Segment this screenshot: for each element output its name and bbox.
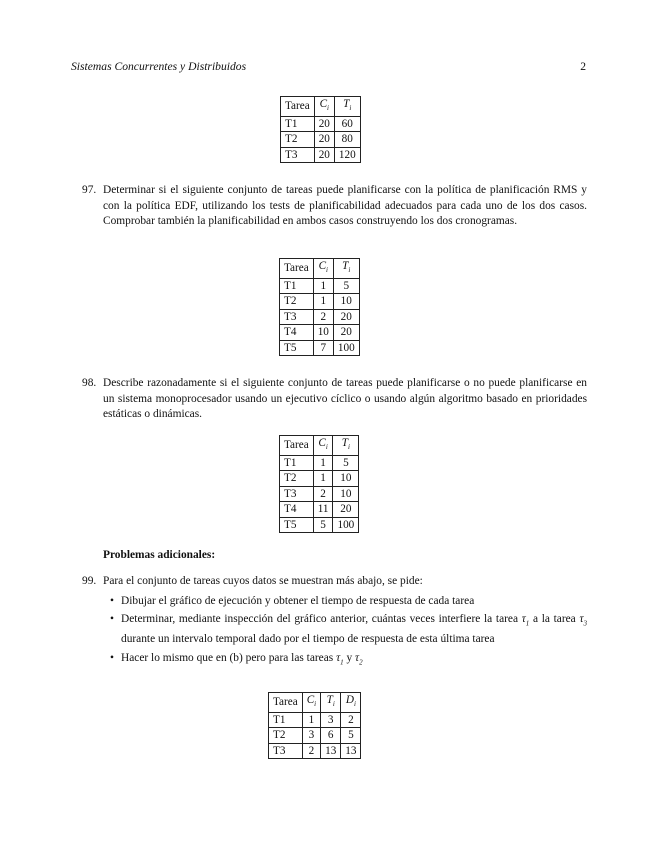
table-row: [280, 294, 360, 310]
tau-2-symbol: [355, 652, 363, 664]
tau-3-symbol: [579, 613, 588, 628]
cell-d: 13: [341, 743, 361, 759]
problem-99: [82, 574, 587, 674]
problem-98: [82, 376, 587, 423]
table-row: [280, 486, 359, 502]
cell-c: 2: [302, 743, 320, 759]
list-item: [108, 594, 587, 610]
problem-number: 97.: [82, 184, 97, 196]
bullet-text-a: Hacer lo mismo que en (b) pero para las tareas: [121, 651, 337, 664]
cell-c: 2: [313, 309, 333, 325]
table-row: [269, 728, 361, 744]
cell-d: 2: [341, 712, 361, 728]
tau-1-symbol: [336, 652, 344, 664]
cell-c: 10: [313, 325, 333, 341]
cell-task: T5: [280, 340, 314, 356]
tau-subscript: 3: [583, 619, 588, 628]
cell-task: T1: [280, 278, 314, 294]
subscript-i: i: [348, 443, 350, 452]
col-header-t: [333, 436, 359, 456]
task-table-1: [280, 96, 361, 163]
tau-subscript: 1: [525, 619, 530, 628]
cell-t: 20: [333, 309, 359, 325]
col-header-t-symbol: T: [342, 260, 349, 272]
task-table-4: [268, 692, 361, 759]
cell-d: 5: [341, 728, 361, 744]
cell-c: 1: [313, 455, 333, 471]
section-heading-additional: Problemas adicionales:: [103, 549, 216, 561]
tau-glyph: τ: [336, 651, 341, 664]
cell-t: 80: [334, 132, 360, 148]
cell-t: 10: [333, 471, 359, 487]
table-row: [280, 278, 360, 294]
list-item: [108, 612, 587, 647]
cell-c: 3: [302, 728, 320, 744]
cell-c: 2: [313, 486, 333, 502]
subscript-i: i: [325, 443, 328, 452]
cell-task: T3: [269, 743, 303, 759]
problem-number: 99.: [82, 575, 97, 587]
cell-task: T4: [280, 325, 314, 341]
cell-task: T2: [280, 294, 314, 310]
table-header-row: [280, 259, 360, 279]
cell-t: 5: [333, 278, 359, 294]
cell-c: 5: [313, 517, 333, 533]
col-header-c-symbol: C: [306, 694, 315, 706]
cell-t: 60: [334, 116, 360, 132]
problem-text: Determinar si el siguiente conjunto de tareas puede planificarse con la política de planificación RMS y con la política EDF, utilizando los tests de planificabilidad adecuados para cada uno de los dos casos. Comprobar también la planificabilidad en ambos casos construyendo los dos cronogramas.: [103, 184, 587, 228]
cell-task: T3: [281, 147, 315, 163]
cell-t: 5: [333, 455, 359, 471]
cell-task: T5: [280, 517, 314, 533]
bullet-text-c: durante un intervalo temporal dado por el tiempo de respuesta de esta última tarea: [121, 633, 495, 646]
cell-task: T2: [280, 471, 314, 487]
cell-t: 13: [321, 743, 341, 759]
tau-glyph: τ: [355, 651, 360, 664]
col-header-tarea: Tarea: [280, 259, 314, 279]
cell-t: 10: [333, 294, 359, 310]
col-header-c: [314, 97, 334, 117]
table-row: [280, 471, 359, 487]
problem-text: Describe razonadamente si el siguiente conjunto de tareas puede planificarse o no puede planificarse en un sistema monoprocesador usando un ejecutivo cíclico o usando algún algoritmo basado en prioridades estáticas o dinámicas.: [103, 377, 587, 421]
cell-t: 120: [334, 147, 360, 163]
bullet-text-b: a la tarea: [529, 613, 580, 626]
tau-subscript: 1: [340, 657, 344, 666]
col-header-c: [313, 436, 333, 456]
col-header-t: [333, 259, 359, 279]
bullet-text-a: Determinar, mediante inspección del gráfico anterior, cuántas veces interfiere la tarea: [121, 613, 522, 626]
cell-c: 1: [313, 278, 333, 294]
cell-task: T3: [280, 486, 314, 502]
table-row: [280, 340, 360, 356]
col-header-t-symbol: T: [341, 437, 348, 449]
page-number: 2: [580, 60, 586, 73]
problem-97: [82, 183, 587, 230]
cell-c: 20: [314, 132, 334, 148]
tau-subscript: 2: [359, 657, 363, 666]
bullet-text: Dibujar el gráfico de ejecución y obtener el tiempo de respuesta de cada tarea: [121, 594, 475, 607]
cell-c: 1: [313, 471, 333, 487]
col-header-c: [302, 693, 320, 713]
cell-t: 20: [333, 325, 359, 341]
cell-task: T2: [269, 728, 303, 744]
cell-task: T3: [280, 309, 314, 325]
col-header-d-symbol: D: [345, 694, 354, 706]
cell-task: T1: [280, 455, 314, 471]
col-header-c-symbol: C: [318, 260, 327, 272]
col-header-t: [334, 97, 360, 117]
running-header-title: Sistemas Concurrentes y Distribuidos: [71, 60, 247, 73]
table-row: [281, 147, 361, 163]
task-table-3: [279, 435, 359, 533]
subscript-i: i: [349, 104, 352, 113]
col-header-t-symbol: T: [343, 98, 350, 110]
tau-glyph: τ: [521, 613, 526, 626]
cell-t: 20: [333, 502, 359, 518]
task-table-2: [279, 258, 360, 356]
table-row: [269, 712, 361, 728]
table-header-row: [269, 693, 361, 713]
cell-task: T2: [281, 132, 315, 148]
tau-glyph: τ: [579, 613, 584, 626]
table-row: [280, 517, 359, 533]
cell-c: 1: [313, 294, 333, 310]
cell-task: T1: [269, 712, 303, 728]
table-row: [281, 116, 361, 132]
problem-body: [103, 574, 587, 671]
cell-t: 6: [321, 728, 341, 744]
subscript-i: i: [314, 700, 317, 709]
table-row: [281, 132, 361, 148]
cell-c: 7: [313, 340, 333, 356]
table-header-row: [280, 436, 359, 456]
table-header-row: [281, 97, 361, 117]
table-row: [269, 743, 361, 759]
cell-c: 1: [302, 712, 320, 728]
table-row: [280, 325, 360, 341]
cell-t: 100: [333, 517, 359, 533]
list-item: [108, 651, 587, 671]
subscript-i: i: [353, 700, 356, 709]
col-header-tarea: Tarea: [269, 693, 303, 713]
cell-t: 10: [333, 486, 359, 502]
cell-t: 100: [333, 340, 359, 356]
problem-intro: Para el conjunto de tareas cuyos datos se muestran más abajo, se pide:: [103, 575, 423, 587]
cell-t: 3: [321, 712, 341, 728]
col-header-d: [341, 693, 361, 713]
col-header-c-symbol: C: [318, 437, 326, 449]
col-header-c: [313, 259, 333, 279]
cell-c: 20: [314, 147, 334, 163]
subscript-i: i: [326, 266, 328, 275]
subtask-list: [108, 594, 587, 671]
bullet-text-b: y: [343, 651, 356, 664]
col-header-t: [321, 693, 341, 713]
col-header-c-symbol: C: [319, 98, 328, 110]
cell-task: T1: [281, 116, 315, 132]
table-row: [280, 455, 359, 471]
problem-number: 98.: [82, 377, 97, 389]
col-header-tarea: Tarea: [280, 436, 314, 456]
table-row: [280, 502, 359, 518]
subscript-i: i: [348, 266, 351, 275]
table-row: [280, 309, 360, 325]
col-header-tarea: Tarea: [281, 97, 315, 117]
col-header-t-symbol: T: [326, 694, 333, 706]
subscript-i: i: [327, 104, 329, 113]
cell-c: 20: [314, 116, 334, 132]
cell-task: T4: [280, 502, 314, 518]
subscript-i: i: [332, 700, 335, 709]
cell-c: 11: [313, 502, 333, 518]
